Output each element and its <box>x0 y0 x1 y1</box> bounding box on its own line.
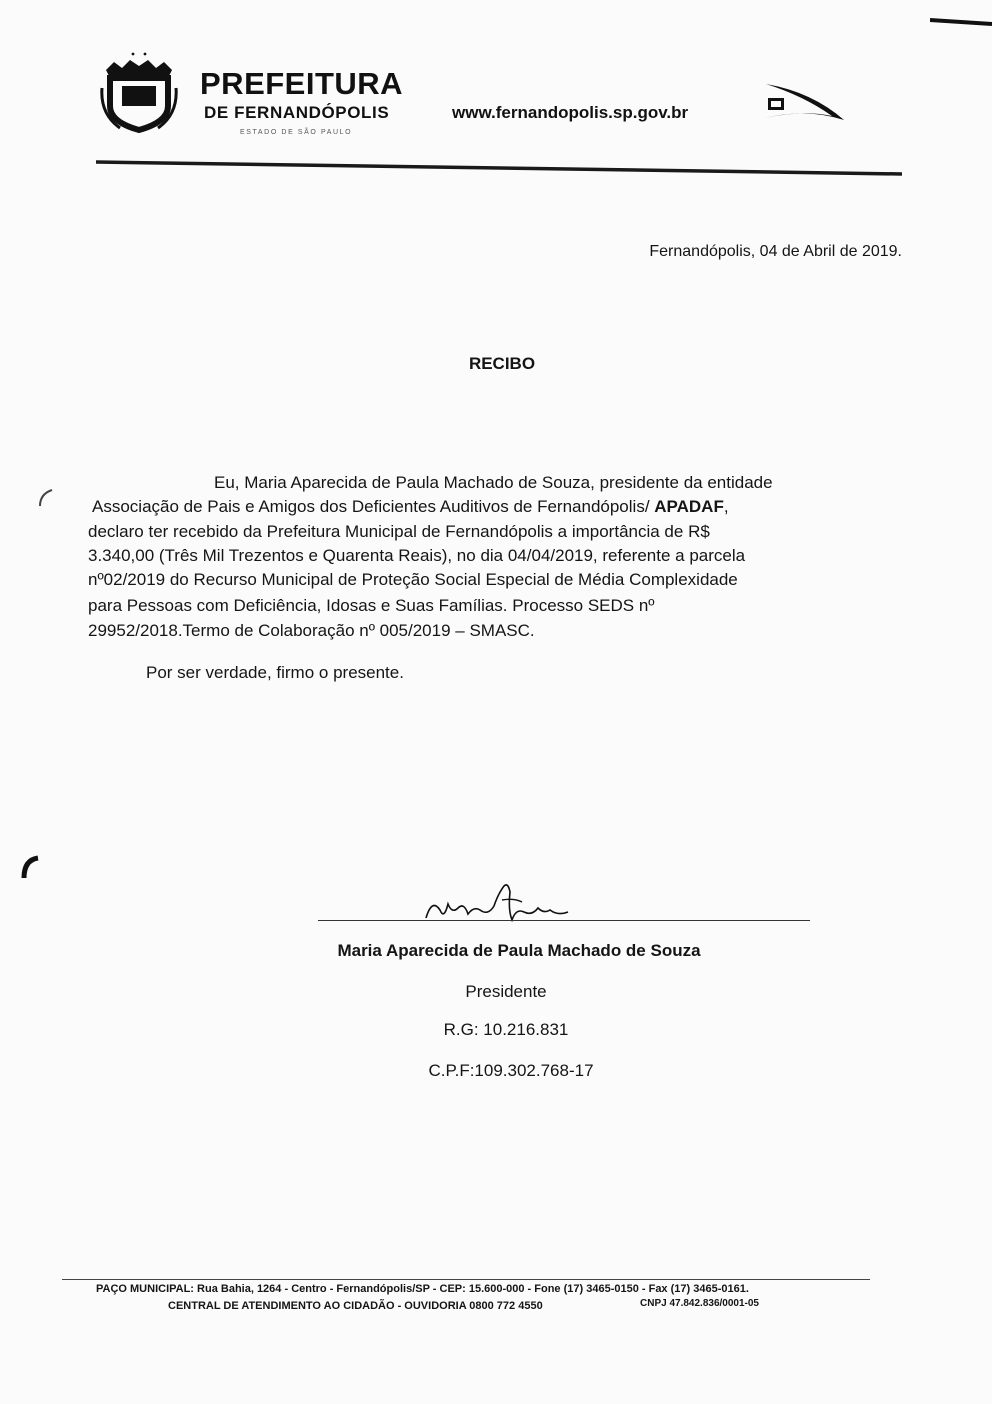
signer-cpf: C.P.F:109.302.768-17 <box>428 1061 594 1080</box>
scan-mark <box>14 852 44 882</box>
brand-title: PREFEITURA <box>200 66 404 101</box>
footer-address-text: Rua Bahia, 1264 - Centro - Fernandópolis/SP - CEP: 15.600-000 - Fone (17) 3465-0150 - Fax (17) 3465-0161. <box>193 1283 749 1295</box>
arrow-swoosh-icon <box>760 78 846 134</box>
scan-mark <box>34 486 58 510</box>
header-divider <box>96 160 902 176</box>
body-line: Eu, Maria Aparecida de Paula Machado de Souza, presidente da entidade <box>214 473 773 492</box>
footer-cnpj: CNPJ 47.842.836/0001-05 <box>640 1298 759 1309</box>
website-link[interactable]: www.fernandopolis.sp.gov.br <box>452 103 689 122</box>
date-line: Fernandópolis, 04 de Abril de 2019. <box>649 243 902 260</box>
body-line: 3.340,00 (Três Mil Trezentos e Quarenta Reais), no dia 04/04/2019, referente a parcela <box>88 546 746 565</box>
body-line: 29952/2018.Termo de Colaboração nº 005/2019 – SMASC. <box>88 621 535 640</box>
body-line: declaro ter recebido da Prefeitura Municipal de Fernandópolis a importância de R$ <box>88 522 710 541</box>
signature-line <box>318 920 810 921</box>
brand-subtitle: DE FERNANDÓPOLIS <box>204 103 390 122</box>
signer-rg: R.G: 10.216.831 <box>443 1020 569 1039</box>
body-line: nº02/2019 do Recurso Municipal de Proteção Social Especial de Média Complexidade <box>88 570 738 589</box>
body-line <box>92 495 729 519</box>
footer-divider <box>62 1279 870 1280</box>
signer-name: Maria Aparecida de Paula Machado de Souza <box>337 941 701 960</box>
body-line-text: Associação de Pais e Amigos dos Deficientes Auditivos de Fernandópolis/ <box>92 497 655 516</box>
scan-mark <box>930 10 992 30</box>
entity-acronym: APADAF <box>654 497 724 516</box>
footer-address <box>96 1283 749 1295</box>
signer-role: Presidente <box>465 982 547 1001</box>
closing-text: Por ser verdade, firmo o presente. <box>146 663 404 682</box>
document-title: RECIBO <box>468 354 536 373</box>
municipal-seal-icon <box>100 48 178 134</box>
body-line-end: , <box>723 497 729 516</box>
body-line: para Pessoas com Deficiência, Idosas e Suas Famílias. Processo SEDS nº <box>88 596 655 615</box>
footer-address-label: PAÇO MUNICIPAL: <box>96 1283 194 1295</box>
brand-state: ESTADO DE SÃO PAULO <box>240 129 353 136</box>
footer-ouvidoria: CENTRAL DE ATENDIMENTO AO CIDADÃO - OUVIDORIA 0800 772 4550 <box>168 1300 543 1312</box>
handwritten-signature <box>418 880 578 930</box>
